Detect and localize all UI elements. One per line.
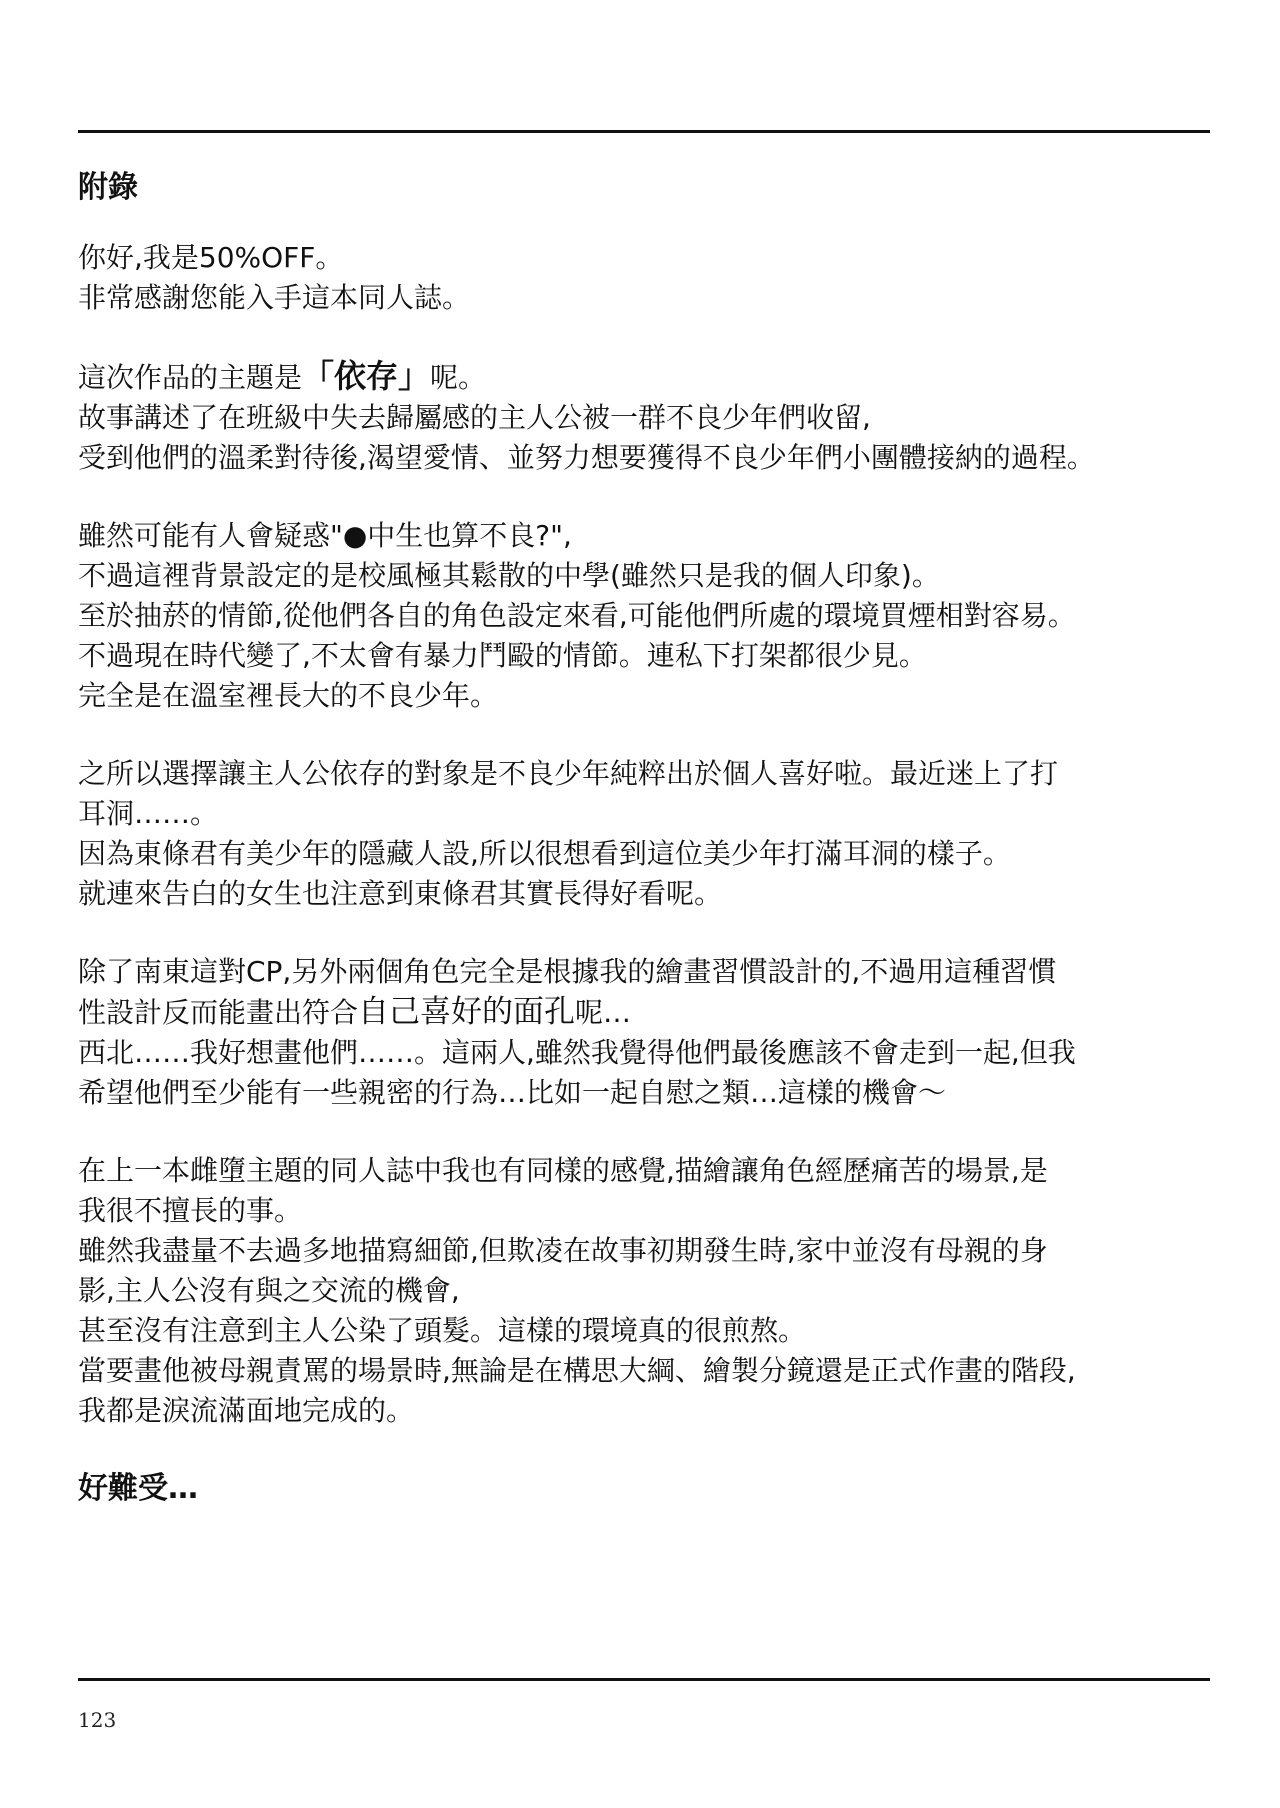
text-line — [78, 356, 1238, 398]
faces-emphasis: 自己喜好的面孔 — [358, 994, 576, 1030]
text-line: 就連來告白的女生也注意到東條君其實長得好看呢。 — [78, 877, 723, 910]
text-line: 我都是淚流滿面地完成的。 — [78, 1394, 415, 1427]
text-line: 之所以選擇讓主人公依存的對象是不良少年純粹出於個人喜好啦。最近迷上了打 — [78, 757, 1059, 790]
text-line: 耳洞……。 — [78, 797, 219, 830]
text-line: 在上一本雌墮主題的同人誌中我也有同樣的感覺,描繪讓角色經歷痛苦的場景,是 — [78, 1154, 1048, 1187]
paragraph-difficulty — [78, 1151, 1238, 1431]
text-segment: 呢。 — [430, 361, 487, 394]
text-line: 你好,我是50%OFF。 — [78, 241, 344, 274]
text-line: 甚至沒有注意到主人公染了頭髮。這樣的環境真的很煎熬。 — [78, 1314, 807, 1347]
bottom-divider — [78, 1678, 1210, 1681]
afterword-body — [78, 168, 1238, 1509]
theme-emphasis: 「依存」 — [302, 357, 431, 395]
text-line: 受到他們的溫柔對待後,渴望愛情、並努力想要獲得不良少年們小團體接納的過程。 — [78, 441, 1095, 474]
text-line: 希望他們至少能有一些親密的行為…比如一起自慰之類…這樣的機會～ — [78, 1076, 947, 1109]
text-line: 除了南東這對CP,另外兩個角色完全是根據我的繪畫習慣設計的,不過用這種習慣 — [78, 955, 1057, 988]
text-line: 完全是在溫室裡長大的不良少年。 — [78, 679, 499, 712]
text-line: 因為東條君有美少年的隱藏人設,所以很想看到這位美少年打滿耳洞的樣子。 — [78, 837, 1011, 870]
text-line: 不過現在時代變了,不太會有暴力鬥毆的情節。連私下打架都很少見。 — [78, 639, 927, 672]
text-line: 至於抽菸的情節,從他們各自的角色設定來看,可能他們所處的環境買煙相對容易。 — [78, 599, 1076, 632]
text-line: 我很不擅長的事。 — [78, 1194, 303, 1227]
text-segment: 這次作品的主題是 — [78, 361, 303, 394]
text-line: 西北……我好想畫他們……。這兩人,雖然我覺得他們最後應該不會走到一起,但我 — [78, 1036, 1076, 1069]
top-divider — [78, 130, 1210, 133]
text-segment: 呢… — [575, 996, 632, 1029]
paragraph-theme — [78, 356, 1238, 478]
page-number: 123 — [78, 1708, 117, 1732]
paragraph-dependence — [78, 754, 1238, 914]
text-line: 非常感謝您能入手這本同人誌。 — [78, 281, 471, 314]
text-line: 當要畫他被母親責罵的場景時,無論是在構思大綱、繪製分鏡還是正式作畫的階段, — [78, 1354, 1076, 1387]
paragraph-greeting — [78, 238, 1238, 318]
section-heading: 附錄 — [78, 170, 138, 205]
closing-remark: 好難受… — [78, 1471, 198, 1506]
text-line — [78, 992, 1238, 1033]
text-line: 影,主人公沒有與之交流的機會, — [78, 1274, 460, 1307]
paragraph-setting — [78, 516, 1238, 716]
text-line: 雖然我盡量不去過多地描寫細節,但欺凌在故事初期發生時,家中並沒有母親的身 — [78, 1234, 1048, 1267]
text-line: 雖然可能有人會疑惑"●中生也算不良?", — [78, 519, 572, 552]
paragraph-characters — [78, 952, 1238, 1113]
text-segment: 性設計反而能畫出符合 — [78, 996, 359, 1029]
text-line: 故事講述了在班級中失去歸屬感的主人公被一群不良少年們收留, — [78, 401, 871, 434]
text-line: 不過這裡背景設定的是校風極其鬆散的中學(雖然只是我的個人印象)。 — [78, 559, 940, 592]
